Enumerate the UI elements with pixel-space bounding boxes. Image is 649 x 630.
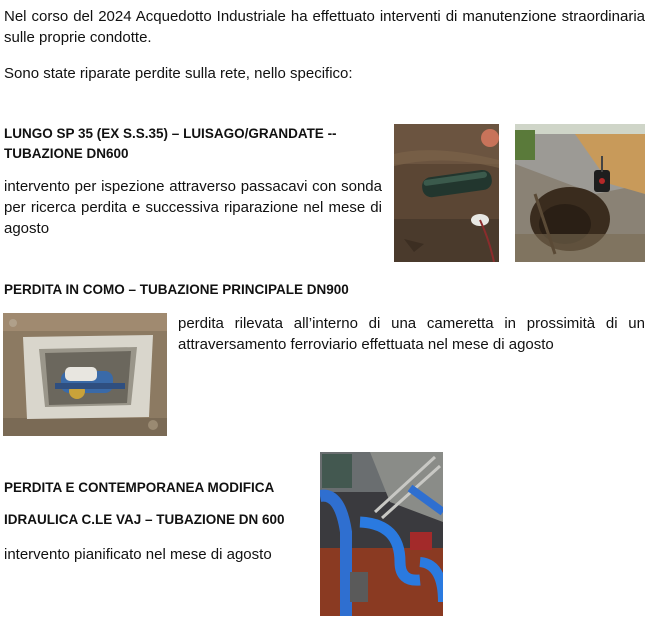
- section-1-photo-road-excavation: [515, 124, 645, 262]
- section-3-photo-pumping-station: [320, 452, 443, 616]
- intro-paragraph: Nel corso del 2024 Acquedotto Industriale ha effettuato interventi di manutenzione straordinaria sulle proprie condotte.: [4, 8, 645, 46]
- section-2-photo-manhole-chamber: [3, 313, 167, 436]
- section-3-body: intervento pianificato nel mese di agosto: [4, 546, 272, 563]
- section-1-title-line-1: LUNGO SP 35 (EX S.S.35) – LUISAGO/GRANDATE --: [4, 126, 337, 141]
- section-1-body: intervento per ispezione attraverso passacavi con sonda per ricerca perdita e successiva riparazione nel mese di agosto: [4, 178, 382, 237]
- section-3-title-line-2: IDRAULICA C.LE VAJ – TUBAZIONE DN 600: [4, 512, 285, 527]
- section-3-title-line-1: PERDITA E CONTEMPORANEA MODIFICA: [4, 480, 275, 495]
- section-2-title: PERDITA IN COMO – TUBAZIONE PRINCIPALE DN900: [4, 282, 349, 297]
- section-2-body: perdita rilevata all’interno di una cameretta in prossimità di un attraversamento ferroviario effettuata nel mese di agosto: [178, 315, 645, 353]
- section-1-photo-pipe-inspection: [394, 124, 499, 262]
- section-3-title: [4, 478, 324, 530]
- intro-list-lead: Sono state riparate perdite sulla rete, nello specifico:: [4, 65, 353, 82]
- section-1-title-line-2: TUBAZIONE DN600: [4, 146, 129, 161]
- section-1-title: [4, 124, 394, 164]
